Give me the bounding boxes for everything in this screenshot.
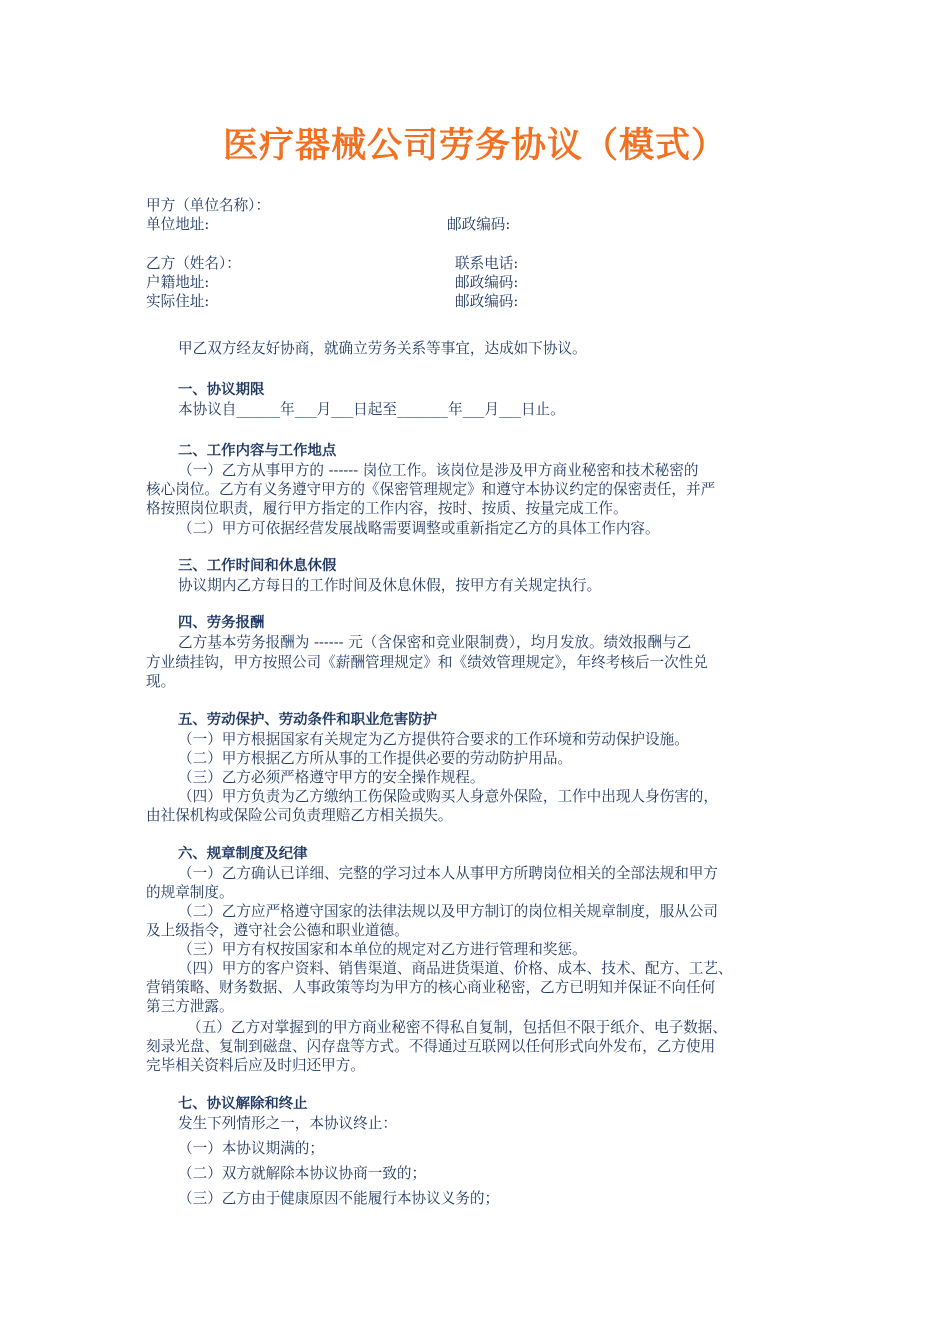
- section-4-line: 现。: [146, 673, 176, 690]
- section-6-line: （四）甲方的客户资料、销售渠道、商品进货渠道、价格、成本、技术、配方、工艺、: [178, 960, 733, 977]
- section-5-line: （一）甲方根据国家有关规定为乙方提供符合要求的工作环境和劳动保护设施。: [178, 731, 689, 748]
- document-title: 医疗器械公司劳务协议（模式）: [222, 125, 727, 166]
- section-1-heading: 一、协议期限: [178, 382, 265, 398]
- section-3-line: 协议期内乙方每日的工作时间及休息休假，按甲方有关规定执行。: [178, 577, 602, 594]
- section-4-heading: 四、劳务报酬: [178, 615, 265, 631]
- section-6-heading: 六、规章制度及纪律: [178, 846, 308, 862]
- section-5-line: （三）乙方必须严格遵守甲方的安全操作规程。: [178, 769, 485, 786]
- party-b-residence-label: 实际住址:: [146, 293, 210, 310]
- section-6-line: 的规章制度。: [146, 884, 234, 901]
- section-2-heading: 二、工作内容与工作地点: [178, 443, 337, 459]
- section-6-line: 刻录光盘、复制到磁盘、闪存盘等方式。不得通过互联网以任何形式向外发布，乙方使用: [146, 1038, 716, 1055]
- section-7-line: （三）乙方由于健康原因不能履行本协议义务的；: [178, 1190, 500, 1207]
- section-1-line: 本协议自______年___月___日起至_______年___月___日止。: [178, 401, 565, 418]
- section-6-line: 营销策略、财务数据、人事政策等均为甲方的核心商业秘密，乙方已明知并保证不向任何: [146, 979, 716, 996]
- party-a-name-label: 甲方（单位名称）：: [146, 197, 271, 214]
- intro-paragraph: 甲乙双方经友好协商，就确立劳务关系等事宜，达成如下协议。: [178, 340, 587, 357]
- party-b-household-label: 户籍地址:: [146, 274, 210, 291]
- party-b-postcode-label-2: 邮政编码:: [455, 293, 519, 310]
- section-6-line: （一）乙方确认已详细、完整的学习过本人从事甲方所聘岗位相关的全部法规和甲方: [178, 865, 718, 882]
- section-5-line: （四）甲方负责为乙方缴纳工伤保险或购买人身意外保险，工作中出现人身伤害的，: [178, 788, 718, 805]
- section-7-line: （二）双方就解除本协议协商一致的；: [178, 1165, 427, 1182]
- section-4-line: 方业绩挂钩，甲方按照公司《薪酬管理规定》和《绩效管理规定》，年终考核后一次性兑: [146, 654, 708, 671]
- section-3-heading: 三、工作时间和休息休假: [178, 558, 337, 574]
- section-6-line: 完毕相关资料后应及时归还甲方。: [146, 1057, 365, 1074]
- section-6-line: 及上级指令，遵守社会公德和职业道德。: [146, 922, 409, 939]
- section-5-line: 由社保机构或保险公司负责理赔乙方相关损失。: [146, 807, 453, 824]
- section-4-line: 乙方基本劳务报酬为 ------ 元（含保密和竞业限制费），均月发放。绩效报酬与乙: [178, 634, 692, 651]
- section-2-line: 核心岗位。乙方有义务遵守甲方的《保密管理规定》和遵守本协议约定的保密责任，并严: [146, 481, 716, 498]
- section-5-heading: 五、劳动保护、劳动条件和职业危害防护: [178, 712, 438, 728]
- section-2-line: （一）乙方从事甲方的 ------ 岗位工作。该岗位是涉及甲方商业秘密和技术秘密的: [178, 462, 699, 479]
- party-b-phone-label: 联系电话:: [455, 255, 519, 272]
- section-2-line: （二）甲方可依据经营发展战略需要调整或重新指定乙方的具体工作内容。: [178, 520, 660, 537]
- section-6-line: （三）甲方有权按国家和本单位的规定对乙方进行管理和奖惩。: [178, 941, 587, 958]
- section-2-line: 格按照岗位职责，履行甲方指定的工作内容，按时、按质、按量完成工作。: [146, 500, 628, 517]
- section-5-line: （二）甲方根据乙方所从事的工作提供必要的劳动防护用品。: [178, 750, 573, 767]
- section-6-line: （五）乙方对掌握到的甲方商业秘密不得私自复制，包括但不限于纸介、电子数据、: [187, 1019, 727, 1036]
- section-7-line: 发生下列情形之一，本协议终止：: [178, 1115, 397, 1132]
- party-b-name-label: 乙方（姓名）：: [146, 255, 241, 272]
- section-7-line: （一）本协议期满的；: [178, 1140, 324, 1157]
- party-a-postcode-label: 邮政编码:: [447, 216, 511, 233]
- section-6-line: （二）乙方应严格遵守国家的法律法规以及甲方制订的岗位相关规章制度，服从公司: [178, 903, 718, 920]
- party-a-address-label: 单位地址:: [146, 216, 210, 233]
- party-b-postcode-label-1: 邮政编码:: [455, 274, 519, 291]
- section-7-heading: 七、协议解除和终止: [178, 1096, 308, 1112]
- section-6-line: 第三方泄露。: [146, 998, 234, 1015]
